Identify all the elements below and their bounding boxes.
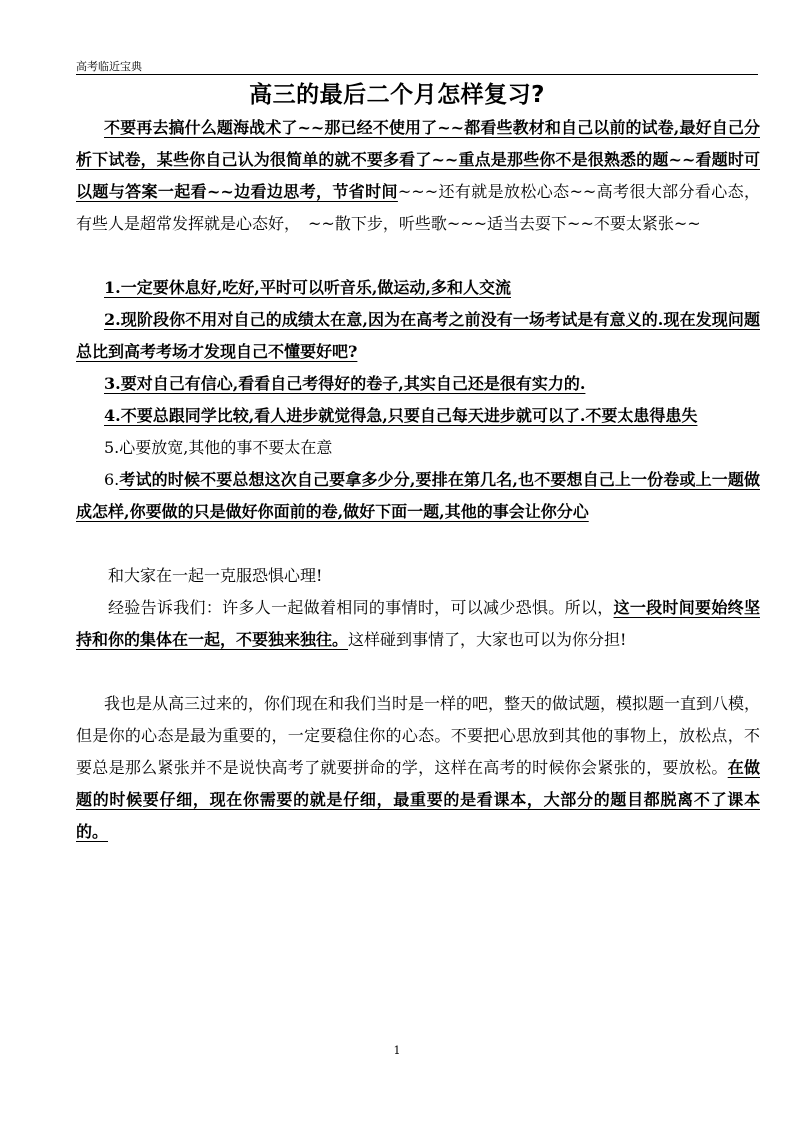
section2-text-start: 经验告诉我们：许多人一起做着相同的事情时，可以减少恐惧。所以， [108,598,614,617]
tip-item-3: 3.要对自己有信心,看看自己考得好的卷子,其实自己还是很有实力的. [104,374,586,393]
section3-bold-text: 在做题的时候要仔细，现在你需要的就是仔细，最重要的是看课本，大部分的题目都脱离不了课本的。 [76,758,760,841]
section3-paragraph [76,688,760,848]
header-divider [76,74,758,75]
paragraph-spacer [76,656,760,688]
tip-item-1: 1.一定要休息好,吃好,平时可以听音乐,做运动,多和人交流 [104,278,511,297]
section2-text-end: 这样碰到事情了，大家也可以为你分担! [348,630,627,649]
tip-item-4: 4.不要总跟同学比较,看人进步就觉得急,只要自己每天进步就可以了.不要太患得患失 [104,406,698,425]
paragraph-spacer [76,240,760,272]
section2-paragraph [76,592,760,656]
document-body [76,112,760,848]
section3-text-start: 我也是从高三过来的，你们现在和我们当时是一样的吧，整天的做试题，模拟题一直到八模，但是你的心态是最为重要的，一定要稳住你的心态。不要把心思放到其他的事物上，放松点，不要总是那么紧张并不是说快高考了就要拼命的学，这样在高考的时候你会紧张的，要放松。 [76,694,761,777]
document-title: 高三的最后二个月怎样复习? [249,82,545,108]
section2-bold-text: 这一段时间要始终坚持和你的集体在一起，不要独来独往。 [76,598,760,649]
paragraph-spacer [76,528,760,560]
intro-plain-text: ~~~还有就是放松心态~~高考很大部分看心态，有些人是超常发挥就是心态好， ~~散下步，听些歌~~~适当去耍下~~不要太紧张~~ [76,182,760,233]
tip-item-6-number: 6. [104,470,120,489]
intro-paragraph [76,112,760,240]
tip-item-6-text: 考试的时候不要总想这次自己要拿多少分,要排在第几名,也不要想自己上一份卷或上一题做成怎样,你要做的只是做好你面前的卷,做好下面一题,其他的事会让你分心 [76,470,760,521]
tip-item-2: 2.现阶段你不用对自己的成绩太在意,因为在高考之前没有一场考试是有意义的.现在发现问题总比到高考考场才发现自己不懂要好吧? [76,310,760,361]
section2-heading: 和大家在一起一克服恐惧心理! [108,566,323,585]
page-header: 高考临近宝典 [76,60,142,73]
tip-item-6 [76,464,760,528]
tip-item-5: 5.心要放宽,其他的事不要太在意 [104,438,333,457]
page-number: 1 [393,1044,401,1057]
intro-bold-text: 不要再去搞什么题海战术了~~那已经不使用了~~都看些教材和自己以前的试卷,最好自己分析下试卷，某些你自己认为很简单的就不要多看了~~重点是那些你不是很熟悉的题~~看题时可以题与答案一起看~~边看边思考，节省时间 [76,118,760,201]
